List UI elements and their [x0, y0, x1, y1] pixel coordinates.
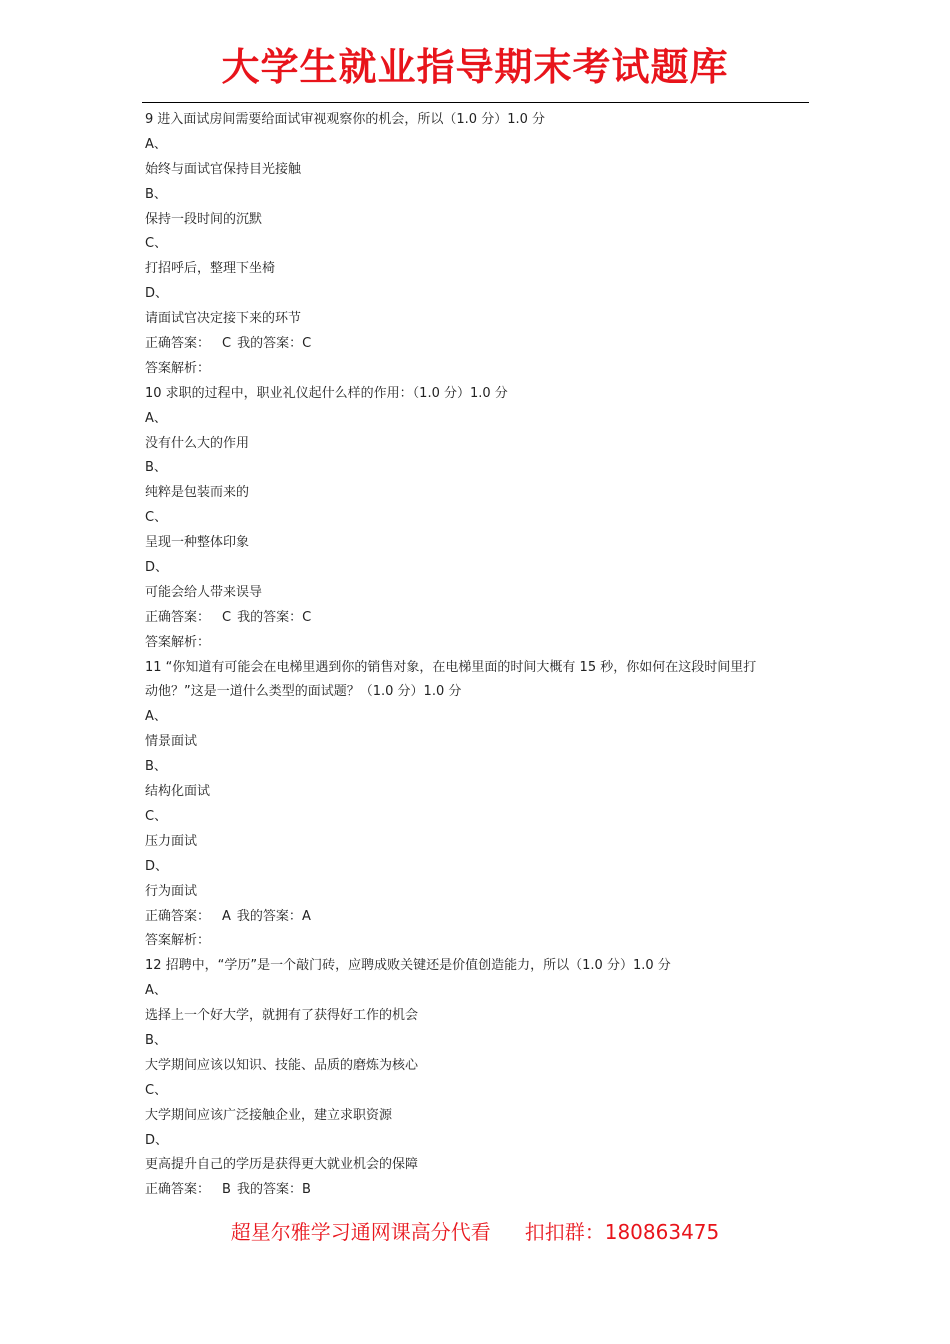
option-text: 没有什么大的作用 [145, 435, 250, 451]
my-answer-label: 我的答案： [236, 1182, 302, 1198]
document-title: 大学生就业指导期末考试题库 [221, 45, 729, 89]
my-answer-value: B [301, 1182, 311, 1198]
option-text: 可能会给人带来误导 [145, 584, 263, 600]
footer-group-label: 扣扣群： [524, 1220, 605, 1244]
answer-line [145, 606, 813, 631]
correct-answer-label: 正确答案： [145, 1182, 211, 1198]
option-text: 更高提升自己的学历是获得更大就业机会的保障 [145, 1157, 419, 1173]
footer-group-number: 180863475 [604, 1220, 720, 1244]
option-label: A、 [145, 136, 167, 152]
correct-answer-label: 正确答案： [145, 336, 211, 352]
option-label: D、 [145, 560, 169, 576]
option-label: A、 [145, 983, 167, 999]
correct-answer-label: 正确答案： [145, 609, 211, 625]
my-answer-value: C [302, 336, 312, 352]
option-text: 纯粹是包装而来的 [145, 485, 250, 501]
option-text: 呈现一种整体印象 [145, 535, 250, 551]
answer-analysis-label: 答案解析： [145, 933, 211, 949]
option-label: D、 [145, 1132, 169, 1148]
question-10 [145, 382, 813, 656]
option-label: C、 [145, 1082, 168, 1098]
question-9 [145, 108, 813, 382]
option-label: D、 [145, 858, 169, 874]
question-stem: 9 进入面试房间需要给面试审视观察你的机会，所以（1.0 分）1.0 分 [145, 112, 546, 127]
question-list [145, 108, 813, 1203]
option-label: B、 [145, 186, 167, 202]
option-text: 结构化面试 [145, 784, 211, 800]
question-stem: 12 招聘中，“学历”是一个敲门砖，应聘成败关键还是价值创造能力，所以（1.0 分）1.0 分 [145, 958, 671, 974]
my-answer-label: 我的答案： [237, 336, 303, 352]
my-answer-label: 我的答案： [236, 908, 302, 924]
question-12 [145, 954, 813, 1203]
option-label: B、 [145, 1032, 167, 1048]
option-text: 大学期间应该以知识、技能、品质的磨炼为核心 [145, 1057, 419, 1073]
correct-answer-value: C [222, 609, 232, 625]
header-divider [142, 102, 809, 103]
option-label: C、 [145, 510, 168, 526]
my-answer-value: A [301, 908, 311, 924]
option-text: 始终与面试官保持目光接触 [145, 161, 302, 177]
option-text: 请面试官决定接下来的环节 [145, 311, 302, 327]
question-stem-line-1: 11 “你知道有可能会在电梯里遇到你的销售对象，在电梯里面的时间大概有 15 秒，你如何在这段时间里打 [145, 659, 757, 675]
option-label: A、 [145, 410, 167, 426]
option-label: B、 [145, 759, 167, 775]
footer-promo [0, 1216, 950, 1245]
option-text: 大学期间应该广泛接触企业，建立求职资源 [145, 1107, 393, 1123]
correct-answer-label: 正确答案： [145, 908, 211, 924]
question-stem: 10 求职的过程中，职业礼仪起什么样的作用：（1.0 分）1.0 分 [145, 385, 508, 401]
question-11 [145, 656, 813, 955]
answer-line [145, 332, 813, 357]
option-label: D、 [145, 286, 169, 302]
correct-answer-value: C [222, 336, 232, 352]
option-label: C、 [145, 236, 168, 252]
option-text: 选择上一个好大学，就拥有了获得好工作的机会 [145, 1008, 419, 1024]
my-answer-label: 我的答案： [237, 609, 303, 625]
answer-line [145, 905, 813, 930]
option-label: A、 [145, 709, 167, 725]
correct-answer-value: A [222, 908, 231, 924]
answer-analysis-label: 答案解析： [145, 360, 211, 376]
option-text: 行为面试 [145, 883, 198, 899]
question-stem-line-2: 动他？”这是一道什么类型的面试题？（1.0 分）1.0 分 [145, 684, 462, 700]
option-label: B、 [145, 460, 167, 476]
footer-left-text: 超星尔雅学习通网课高分代看 [230, 1220, 491, 1244]
option-text: 打招呼后，整理下坐椅 [145, 261, 276, 277]
option-label: C、 [145, 808, 168, 824]
option-text: 保持一段时间的沉默 [145, 211, 263, 227]
option-text: 压力面试 [145, 833, 198, 849]
correct-answer-value: B [222, 1182, 231, 1198]
option-text: 情景面试 [145, 734, 198, 750]
answer-line [145, 1178, 813, 1203]
my-answer-value: C [302, 609, 312, 625]
answer-analysis-label: 答案解析： [145, 634, 211, 650]
